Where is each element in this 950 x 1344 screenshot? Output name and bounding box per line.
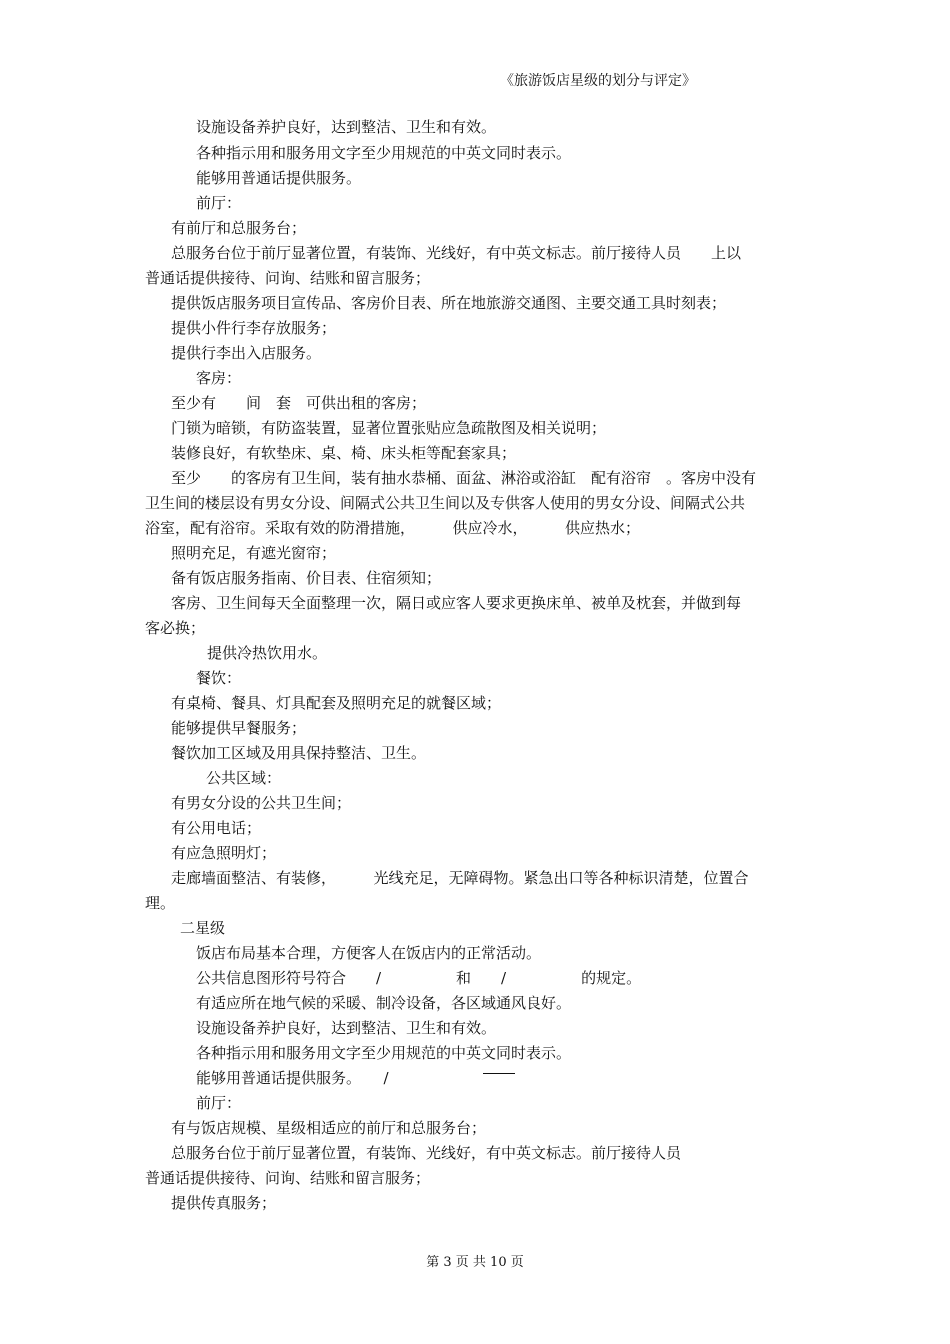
text-line: 设施设备养护良好，达到整洁、卫生和有效。 <box>196 118 497 136</box>
text-line: 走廊墙面整洁、有装修， 光线充足，无障碍物。紧急出口等各种标识清楚，位置合 <box>171 869 749 887</box>
text-line: 能够提供早餐服务； <box>171 719 307 737</box>
text-line: 有桌椅、餐具、灯具配套及照明充足的就餐区域； <box>171 694 502 712</box>
text-line: 备有饭店服务指南、价目表、住宿须知； <box>171 569 442 587</box>
text-line: 有前厅和总服务台； <box>171 219 307 237</box>
text-line: 能够用普通话提供服务。 / <box>196 1069 389 1087</box>
section-heading: 前厅： <box>196 194 242 212</box>
text-line: 总服务台位于前厅显著位置，有装饰、光线好，有中英文标志。前厅接待人员 <box>171 1144 682 1162</box>
text-line: 公共信息图形符号符合 / 和 / 的规定。 <box>196 969 642 987</box>
section-heading: 前厅： <box>196 1094 242 1112</box>
text-line: 照明充足，有遮光窗帘； <box>171 544 337 562</box>
text-line: 能够用普通话提供服务。 <box>196 169 362 187</box>
text-line: 普通话提供接待、问询、结账和留言服务； <box>145 1169 431 1187</box>
text-line: 提供行李出入店服务。 <box>171 344 322 362</box>
text-line: 有男女分设的公共卫生间； <box>171 794 352 812</box>
section-heading: 公共区域： <box>206 769 282 787</box>
document-header-title: 《旅游饭店星级的划分与评定》 <box>500 73 696 89</box>
text-line: 设施设备养护良好，达到整洁、卫生和有效。 <box>196 1019 497 1037</box>
text-line: 提供小件行李存放服务； <box>171 319 337 337</box>
text-line: 各种指示用和服务用文字至少用规范的中英文同时表示。 <box>196 144 572 162</box>
section-heading: 餐饮： <box>196 669 242 687</box>
text-line: 各种指示用和服务用文字至少用规范的中英文同时表示。 <box>196 1044 572 1062</box>
text-line: 至少有 间 套 可供出租的客房； <box>171 394 427 412</box>
text-line: 客必换； <box>145 619 206 637</box>
section-heading: 二星级 <box>180 919 226 937</box>
text-line: 餐饮加工区域及用具保持整洁、卫生。 <box>171 744 427 762</box>
text-line: 卫生间的楼层设有男女分设、间隔式公共卫生间以及专供客人使用的男女分设、间隔式公共 <box>145 494 746 512</box>
dash-rule <box>483 1073 515 1074</box>
text-line: 门锁为暗锁，有防盗装置，显著位置张贴应急疏散图及相关说明； <box>171 419 607 437</box>
text-line: 浴室，配有浴帘。采取有效的防滑措施， 供应冷水， 供应热水； <box>145 519 641 537</box>
text-line: 理。 <box>145 894 176 912</box>
text-line: 有应急照明灯； <box>171 844 277 862</box>
text-line: 提供冷热饮用水。 <box>207 644 328 662</box>
text-line: 至少 的客房有卫生间，装有抽水恭桶、面盆、淋浴或浴缸 配有浴帘 。客房中没有 <box>171 469 757 487</box>
text-line: 有与饭店规模、星级相适应的前厅和总服务台； <box>171 1119 487 1137</box>
text-line: 客房、卫生间每天全面整理一次，隔日或应客人要求更换床单、被单及枕套，并做到每 <box>171 594 742 612</box>
text-line: 有适应所在地气候的采暖、制冷设备，各区域通风良好。 <box>196 994 572 1012</box>
text-line: 提供传真服务； <box>171 1194 277 1212</box>
text-line: 装修良好，有软垫床、桌、椅、床头柜等配套家具； <box>171 444 517 462</box>
page-number: 第 3 页 共 10 页 <box>426 1255 524 1270</box>
text-line: 有公用电话； <box>171 819 262 837</box>
section-heading: 客房： <box>196 369 242 387</box>
text-line: 提供饭店服务项目宣传品、客房价目表、所在地旅游交通图、主要交通工具时刻表； <box>171 294 727 312</box>
text-line: 总服务台位于前厅显著位置，有装饰、光线好，有中英文标志。前厅接待人员 上以 <box>171 244 742 262</box>
text-line: 普通话提供接待、问询、结账和留言服务； <box>145 269 431 287</box>
text-line: 饭店布局基本合理，方便客人在饭店内的正常活动。 <box>196 944 542 962</box>
